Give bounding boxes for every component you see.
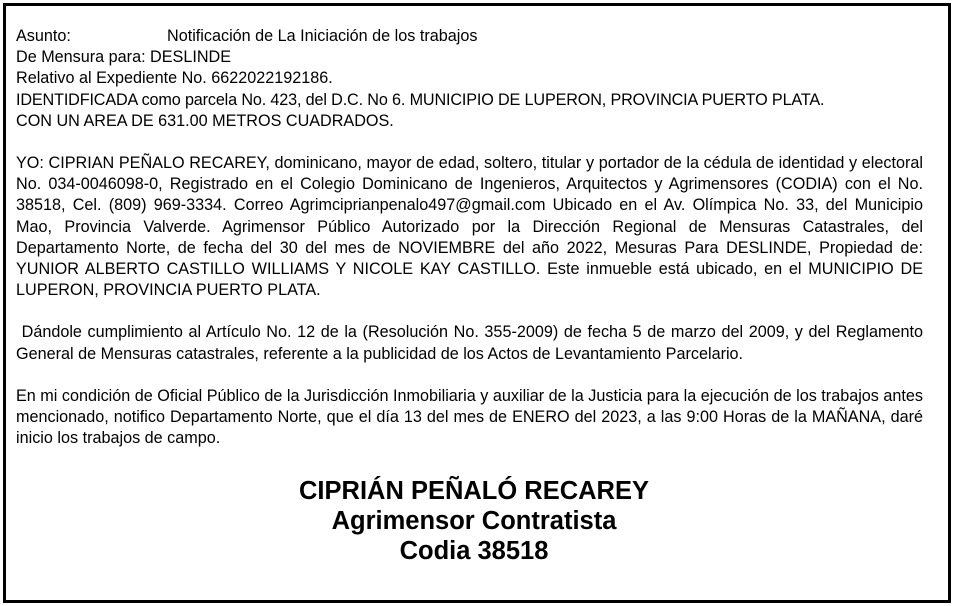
expediente-line: Relativo al Expediente No. 6622022192186. [16,69,333,88]
declarant-paragraph: YO: CIPRIAN PEÑALO RECAREY, dominicano, mayor de edad, soltero, titular y portador de la cédula de identidad y electoral No. 034-0046098-0, Registrado en el Colegio Dominicano de Ingenieros, Arquitectos y Agrimensores (CODIA) con el No. 38518, Cel. (809) 969-3334. Correo Agrimciprianpenalo497@gmail.com Ubicado en el Av. Olímpica No. 33, del Municipio Mao, Provincia Valverde. Agrimensor Público Autorizado por la Dirección Regional de Mensuras Catastrales, del Departamento Norte, de fecha del 30 del mes de NOVIEMBRE del año 2022, Mesuras Para DESLINDE, Propiedad de: YUNIOR ALBERTO CASTILLO WILLIAMS Y NICOLE KAY CASTILLO. Este inmueble está ubicado, en el MUNICIPIO DE LUPERON, PROVINCIA PUERTO PLATA. [16,154,923,300]
signature-codia: Codia 38518 [399,537,549,565]
signature-block [0,476,948,566]
notice-body [16,26,928,449]
mensura-line: De Mensura para: DESLINDE [16,48,232,67]
subject-label: Asunto: [16,27,71,45]
subject-line [16,26,923,47]
signature-title: Agrimensor Contratista [331,507,617,535]
parcela-line: IDENTIDFICADA como parcela No. 423, del D.C. No 6. MUNICIPIO DE LUPERON, PROVINCIA PUERTO PLATA. [16,90,825,109]
area-line: CON UN AREA DE 631.00 METROS CUADRADOS. [16,111,394,130]
notification-paragraph: En mi condición de Oficial Público de la Jurisdicción Inmobiliaria y auxiliar de la Justicia para la ejecución de los trabajos antes mencionado, notifico Departamento Norte, que el día 13 del mes de ENERO del 2023, a las 9:00 Horas de la MAÑANA, daré inicio los trabajos de campo. [16,386,923,448]
compliance-paragraph: Dándole cumplimiento al Artículo No. 12 de la (Resolución No. 355-2009) de fecha 5 de marzo del 2009, y del Reglamento General de Mensuras catastrales, referente a la publicidad de los Actos de Levantamiento Parcelario. [16,323,928,363]
signature-name: CIPRIÁN PEÑALÓ RECAREY [299,477,649,505]
subject-value: Notificación de La Iniciación de los trabajos [167,27,478,45]
